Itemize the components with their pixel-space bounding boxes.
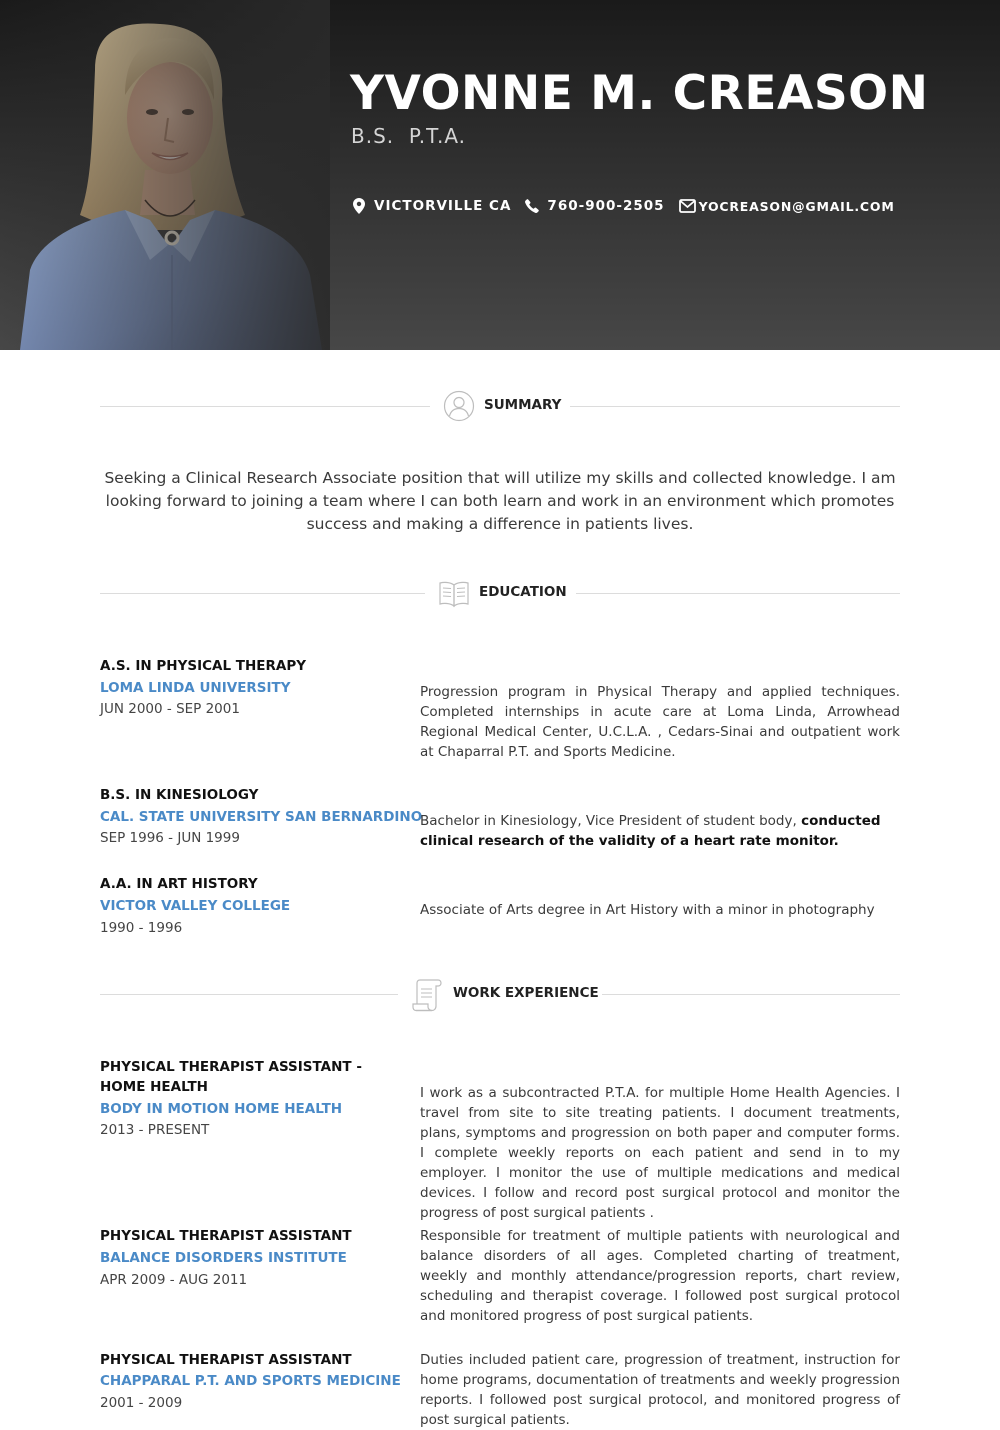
contact-location [353, 198, 511, 214]
contact-info [353, 196, 895, 216]
work-section-header [100, 976, 900, 1012]
education-section-header [100, 575, 900, 611]
education-degree: A.S. IN PHYSICAL THERAPY [100, 658, 307, 674]
phone-icon [525, 199, 539, 213]
summary-section-header [100, 388, 900, 424]
education-school[interactable]: LOMA LINDA UNIVERSITY [100, 680, 291, 696]
divider-left [100, 593, 425, 594]
job-company[interactable]: CHAPPARAL P.T. AND SPORTS MEDICINE [100, 1373, 401, 1389]
divider-right [602, 994, 900, 995]
job-title: PHYSICAL THERAPIST ASSISTANT - HOME HEALTH [100, 1059, 362, 1095]
job-dates: 2001 - 2009 [100, 1395, 183, 1411]
scroll-icon [412, 978, 442, 1012]
location-text: VICTORVILLE CA [374, 198, 512, 214]
contact-email[interactable] [679, 199, 895, 214]
job-company[interactable]: BALANCE DISORDERS INSTITUTE [100, 1250, 347, 1266]
contact-phone[interactable] [525, 198, 664, 214]
education-degree: B.S. IN KINESIOLOGY [100, 787, 259, 803]
education-school[interactable]: CAL. STATE UNIVERSITY SAN BERNARDINO [100, 809, 423, 825]
resume-header [0, 0, 1000, 350]
education-degree: A.A. IN ART HISTORY [100, 876, 258, 892]
envelope-icon [679, 199, 696, 213]
summary-title: SUMMARY [484, 397, 562, 413]
education-description: Associate of Arts degree in Art History with a minor in photography [420, 902, 875, 918]
education-description: Progression program in Physical Therapy and applied techniques. Completed internships in acute care at Loma Linda, Arrowhead Regional Medical Center, U.C.L.A. , Cedars-Sinai and outpatient work at Chaparral P.T. and Sports Medicine. [420, 684, 900, 760]
job-description: I work as a subcontracted P.T.A. for multiple Home Health Agencies. I travel from site to site treating patients. I document treatments, plans, symptoms and progression on both paper and computer forms. I complete weekly reports on each patient and send in to my employer. I monitor the use of multiple medications and medical devices. I follow and record post surgical protocol and monitor the progress of post surgical patients . [420, 1085, 900, 1221]
map-pin-icon [353, 198, 365, 214]
education-school[interactable]: VICTOR VALLEY COLLEGE [100, 898, 291, 914]
open-book-icon [438, 579, 470, 609]
summary-text: Seeking a Clinical Research Associate position that will utilize my skills and collected knowledge. I am looking forward to joining a team where I can both learn and work in an environment which promotes success and making a difference in patients lives. [104, 469, 896, 533]
education-dates: SEP 1996 - JUN 1999 [100, 830, 240, 846]
profile-photo [0, 0, 330, 350]
education-title: EDUCATION [479, 584, 567, 600]
divider-right [570, 406, 900, 407]
work-title: WORK EXPERIENCE [453, 985, 599, 1001]
candidate-credentials: B.S. P.T.A. [351, 124, 467, 148]
job-title: PHYSICAL THERAPIST ASSISTANT [100, 1352, 352, 1368]
email-text: YOCREASON@GMAIL.COM [698, 198, 895, 214]
job-dates: 2013 - PRESENT [100, 1122, 210, 1138]
job-description: Responsible for treatment of multiple patients with neurological and balance disorders of all ages. Completed charting of treatment, weekly and monthly attendance/progression reports, chart review, scheduling and therapist coverage. I followed post surgical protocol and monitored progress of post surgical patients. [420, 1228, 900, 1324]
education-description [420, 811, 900, 851]
job-dates: APR 2009 - AUG 2011 [100, 1272, 248, 1288]
divider-left [100, 406, 430, 407]
job-company[interactable]: BODY IN MOTION HOME HEALTH [100, 1101, 343, 1117]
education-dates: 1990 - 1996 [100, 920, 183, 936]
job-title: PHYSICAL THERAPIST ASSISTANT [100, 1228, 352, 1244]
candidate-name: YVONNE M. CREASON [350, 66, 929, 121]
divider-right [576, 593, 900, 594]
education-dates: JUN 2000 - SEP 2001 [100, 701, 240, 717]
job-description: Duties included patient care, progression of treatment, instruction for home programs, documentation of treatments and weekly progression reports. I followed post surgical protocol, and monitored progress of post surgical patients. [420, 1352, 900, 1428]
education-description-text: Bachelor in Kinesiology, Vice President of student body, [420, 813, 802, 829]
user-circle-icon [443, 390, 475, 422]
education-description-highlight: conducted clinical research of the validity of a heart rate monitor. [420, 813, 881, 849]
phone-text: 760-900-2505 [547, 198, 665, 214]
divider-left [100, 994, 398, 995]
